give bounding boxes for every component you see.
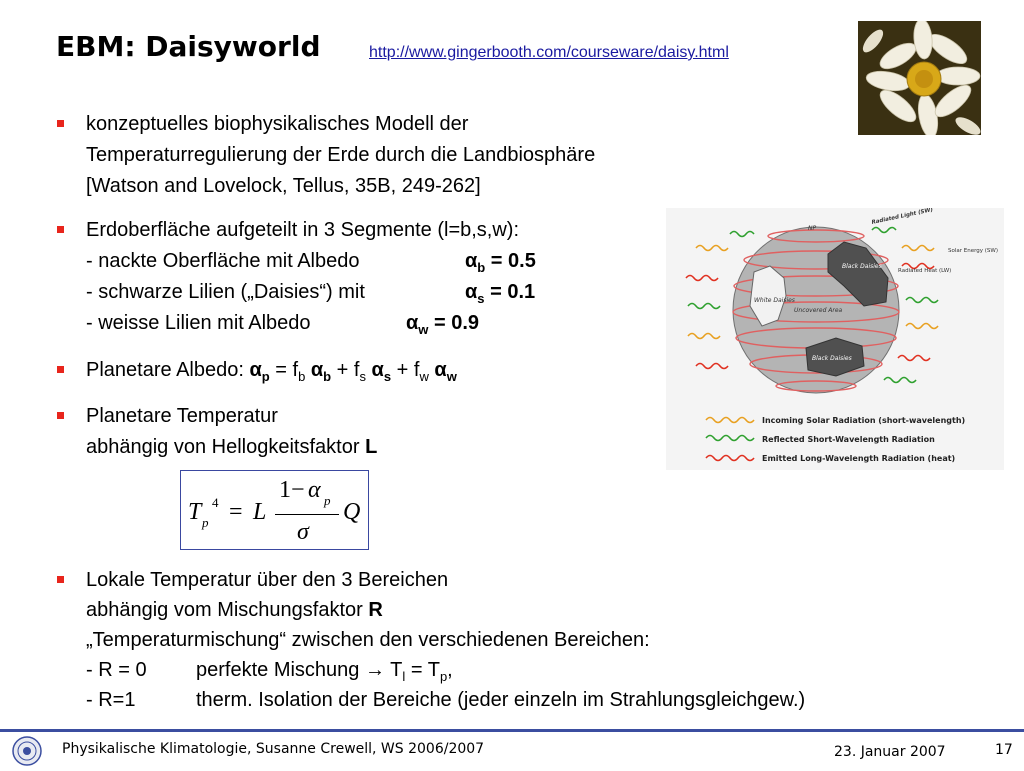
page-number: 17: [995, 742, 1013, 758]
bullet-5-line-3: „Temperaturmischung“ zwischen den verschiedenen Bereichen:: [86, 629, 650, 651]
albedo-white: $\alpha_w = 0.9$: [406, 312, 480, 337]
bullet-1-line-2: Temperaturregulierung der Erde durch die Landbiosphäre: [86, 144, 596, 166]
solar-energy-label: Solar Energy (SW): [948, 248, 998, 254]
north-pole-label: NP: [808, 225, 817, 232]
bullet-marker: [57, 226, 64, 233]
black-daisies-label-bottom: Black Daisies: [812, 355, 852, 362]
bullet-5-line-2: abhängig vom Mischungsfaktor R: [86, 599, 383, 621]
white-daisies-label: White Daisies: [754, 297, 795, 304]
bullet-5-line-1: Lokale Temperatur über den 3 Bereichen: [86, 569, 449, 591]
fraction-bar: [275, 514, 339, 515]
albedo-black: $\alpha_s = 0.1$: [465, 281, 536, 306]
legend-incoming: Incoming Solar Radiation (short-wavelength): [762, 416, 966, 425]
bullet-2-line-1: Erdoberfläche aufgeteilt in 3 Segmente (l=b,s,w):: [86, 219, 520, 241]
bullet-5-line-5a: - R=1: [86, 689, 136, 711]
bullet-1-line-1: konzeptuelles biophysikalisches Modell der: [86, 113, 469, 135]
slide-title: EBM: Daisyworld: [56, 30, 321, 63]
legend-emitted: Emitted Long-Wavelength Radiation (heat): [762, 454, 956, 463]
bullet-1-line-3: [Watson and Lovelock, Tellus, 35B, 249-262]: [86, 175, 481, 197]
daisy-photo: [858, 21, 981, 135]
bullet-marker: [57, 366, 64, 373]
bullet-marker: [57, 412, 64, 419]
uncovered-area-label: Uncovered Area: [794, 307, 843, 314]
footer-date: 23. Januar 2007: [834, 744, 946, 760]
university-seal-icon: [10, 736, 44, 766]
bullet-4-line-1: Planetare Temperatur: [86, 405, 278, 427]
albedo-bare: $\alpha_b = 0.5$: [465, 250, 536, 275]
bullet-2-line-2: - nackte Oberfläche mit Albedo: [86, 250, 360, 272]
planetary-albedo-line: Planetare Albedo: $\alpha_p = f_b$ $\alpha_b + f_s$ $\alpha_s + f_w$ $\alpha_w$: [86, 359, 457, 384]
bullet-marker: [57, 120, 64, 127]
bullet-5-line-4a: - R = 0: [86, 659, 147, 681]
bullet-2-line-4: - weisse Lilien mit Albedo: [86, 312, 311, 334]
bullet-5-line-5b: therm. Isolation der Bereiche (jeder einzeln im Strahlungsgleichgew.): [196, 689, 806, 711]
source-link[interactable]: http://www.gingerbooth.com/courseware/daisy.html: [369, 44, 729, 61]
radiated-light-label: Radiated Light (SW): [871, 208, 934, 226]
bullet-2-line-3: - schwarze Lilien („Daisies“) mit: [86, 281, 365, 303]
footer-divider: [0, 729, 1024, 732]
footer-course: Physikalische Klimatologie, Susanne Crewell, WS 2006/2007: [62, 741, 485, 757]
black-daisies-label-top: Black Daisies: [842, 263, 882, 270]
bullet-marker: [57, 576, 64, 583]
radiated-heat-label: Radiated Heat (LW): [898, 268, 952, 274]
daisyworld-diagram: [666, 208, 1004, 470]
bullet-5-line-4b: perfekte Mischung → $T_l = T_p$,: [196, 659, 453, 684]
temperature-formula: T p 4 = L 1− α p σ Q: [180, 470, 369, 550]
legend-reflected: Reflected Short-Wavelength Radiation: [762, 435, 935, 444]
bullet-4-line-2: abhängig von Hellogkeitsfaktor L: [86, 436, 378, 458]
